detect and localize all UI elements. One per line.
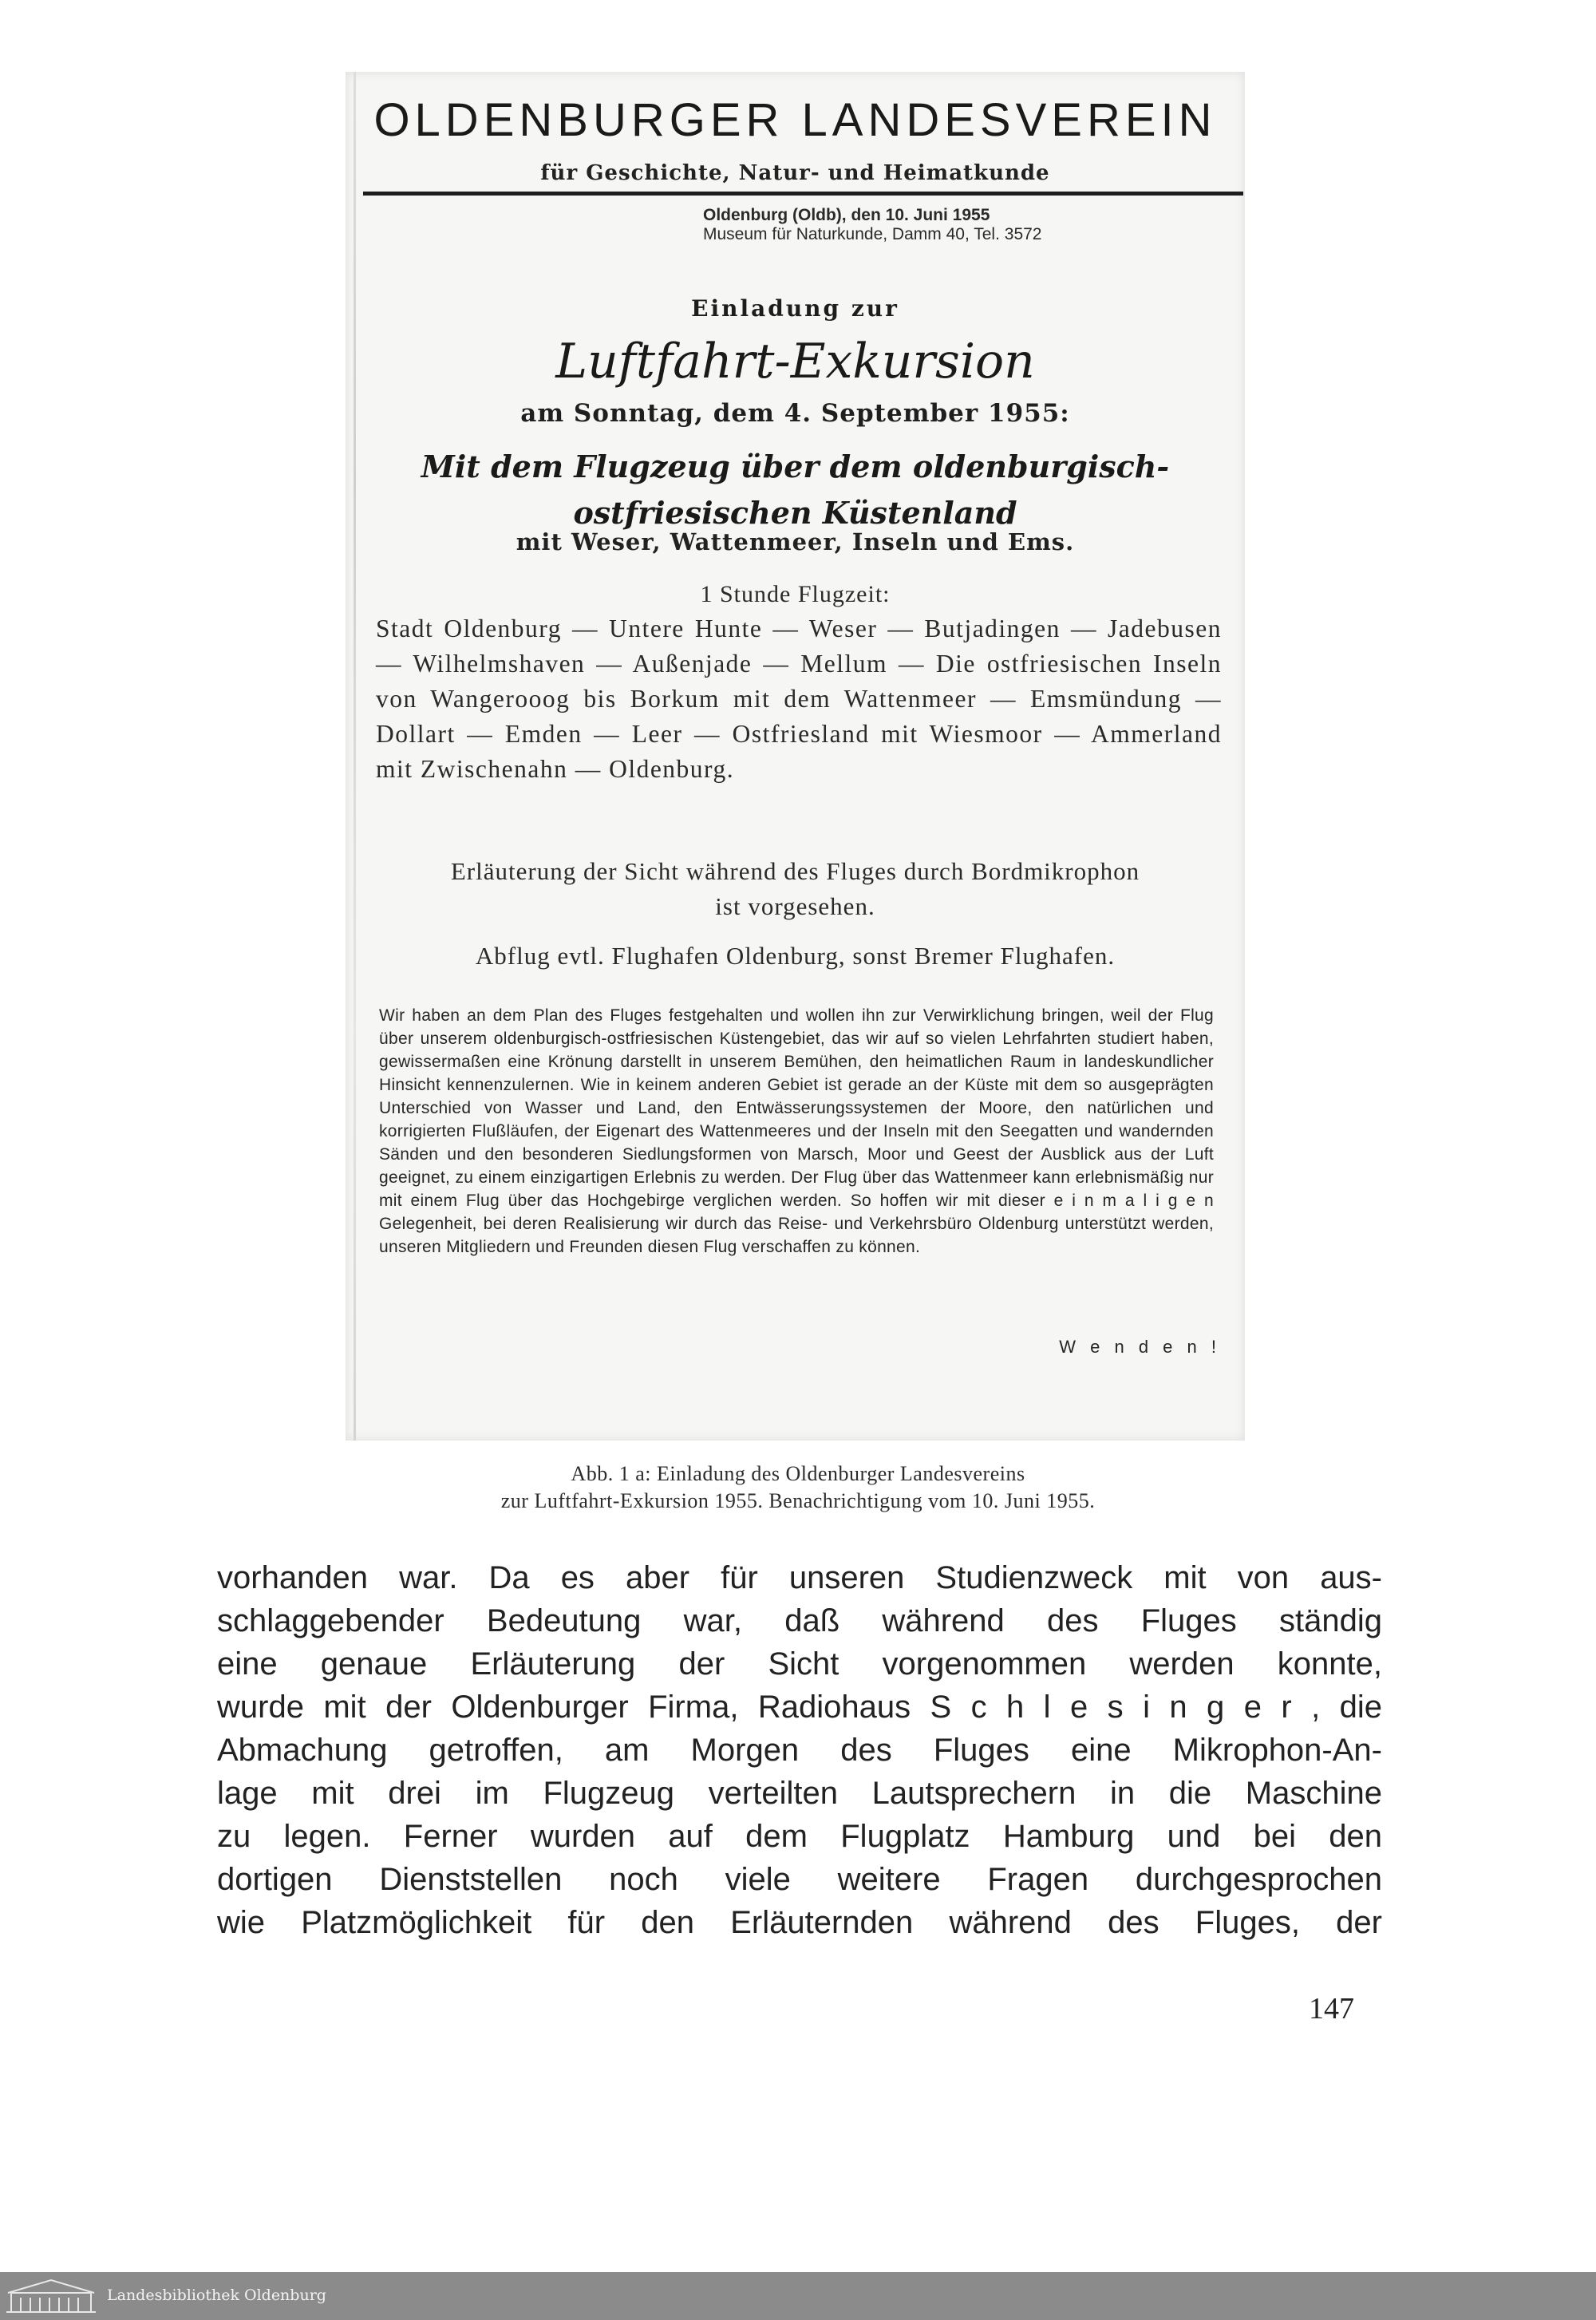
body-line: zu legen. Ferner wurden auf dem Flugplatz Hamburg und bei den: [217, 1819, 1382, 1854]
commentary-line-1: Erläuterung der Sicht während des Fluges durch Bordmikrophon: [450, 857, 1140, 885]
invitation-heading: Luftfahrt-Exkursion: [555, 334, 1035, 389]
body-line: lage mit drei im Flugzeug verteilten Lautsprechern in die Maschine: [217, 1776, 1382, 1811]
org-name: OLDENBURGER LANDESVEREIN: [373, 94, 1217, 146]
flight-route: Stadt Oldenburg — Untere Hunte — Weser — Butjadingen — Jadebusen — Wilhelmshaven — Außenjade — Mellum — Die ostfriesischen Inseln von Wangerooog bis Borkum mit dem Wattenmeer — Emsmündung — Dollart — Emden — Leer — Ostfriesland mit Wiesmoor — Ammerland mit Zwischenahn — Oldenburg.: [376, 615, 1222, 783]
scan-edge: [354, 72, 356, 1441]
with-line: mit Weser, Wattenmeer, Inseln und Ems.: [516, 528, 1075, 555]
address: Museum für Naturkunde, Damm 40, Tel. 3572: [703, 225, 1042, 243]
invitation-title: Einladung zur: [691, 295, 899, 322]
commentary-note: [346, 854, 1245, 924]
body-line: wie Platzmöglichkeit für den Erläuternden während des Fluges, der: [217, 1905, 1382, 1940]
footer-bar: [0, 2272, 1596, 2320]
figure-caption: [351, 1460, 1245, 1515]
header-rule: [363, 192, 1243, 196]
event-date: am Sonntag, dem 4. September 1955:: [520, 399, 1070, 428]
flight-time: 1 Stunde Flugzeit:: [700, 581, 891, 607]
caption-line-2: zur Luftfahrt-Exkursion 1955. Benachrichtigung vom 10. Juni 1955.: [500, 1489, 1096, 1512]
turn-over-note: W e n d e n !: [1059, 1337, 1221, 1357]
body-paragraph: [217, 1556, 1382, 1944]
fine-print-paragraph: Wir haben an dem Plan des Fluges festgehalten und wollen ihn zur Verwirklichung bringen, weil der Flug über unserem oldenburgisch-ostfriesischen Küstengebiet, das wir auf so vielen Lehrfahrten studiert haben, gewissermaßen eine Krönung darstellt in unserem Bemühen, den heimatlichen Raum in landeskundlicher Hinsicht kennenzulernen. Wie in keinem anderen Gebiet ist gerade an der Küste mit dem so ausgeprägten Unterschied von Wasser und Land, den Entwässerungssystemen der Moore, den natürlichen und korrigierten Flußläufen, der Eigenart des Wattenmeeres und der Inseln mit den Seegatten und wandernden Sänden und den besonderen Siedlungsformen von Marsch, Moor und Geest der Ausblick aus der Luft geeignet, zu einem einzigartigen Erlebnis zu werden. Der Flug über das Wattenmeer kann erlebnismäßig nur mit einem Flug über das Hochgebirge verglichen werden. So hoffen wir mit dieser e i n m a l i g e n Gelegenheit, bei deren Realisierung wir durch das Reise- und Verkehrsbüro Oldenburg unterstützt werden, unseren Mitgliedern und Freunden diesen Flug verschaffen zu können.: [379, 1006, 1214, 1256]
body-line: dortigen Dienststellen noch viele weitere Fragen durchgesprochen: [217, 1862, 1382, 1897]
library-building-icon: [3, 2277, 99, 2315]
tagline: [361, 444, 1229, 536]
body-line: wurde mit der Oldenburger Firma, Radiohaus S c h l e s i n g e r , die: [217, 1690, 1382, 1725]
invitation-scan: [346, 72, 1245, 1441]
departure-note: Abflug evtl. Flughafen Oldenburg, sonst Bremer Flughafen.: [475, 942, 1116, 970]
footer-label: Landesbibliothek Oldenburg: [107, 2286, 326, 2304]
body-line: Abmachung getroffen, am Morgen des Fluges eine Mikrophon-An-: [217, 1733, 1382, 1768]
body-line: schlaggebender Bedeutung war, daß während des Fluges ständig: [217, 1603, 1382, 1638]
commentary-line-2: ist vorgesehen.: [715, 892, 875, 920]
caption-line-1: Abb. 1 a: Einladung des Oldenburger Landesvereins: [571, 1462, 1025, 1485]
body-line: eine genaue Erläuterung der Sicht vorgenommen werden konnte,: [217, 1646, 1382, 1682]
tagline-line-1: Mit dem Flugzeug über dem oldenburgisch-: [421, 449, 1170, 484]
place-date: Oldenburg (Oldb), den 10. Juni 1955: [703, 206, 990, 224]
org-subtitle: für Geschichte, Natur- und Heimatkunde: [540, 161, 1050, 185]
body-line: vorhanden war. Da es aber für unseren Studienzweck mit von aus-: [217, 1560, 1382, 1595]
tagline-line-2: ostfriesischen Küstenland: [573, 495, 1017, 531]
page-number: 147: [1309, 1992, 1354, 2026]
place-date-block: [703, 206, 1041, 244]
